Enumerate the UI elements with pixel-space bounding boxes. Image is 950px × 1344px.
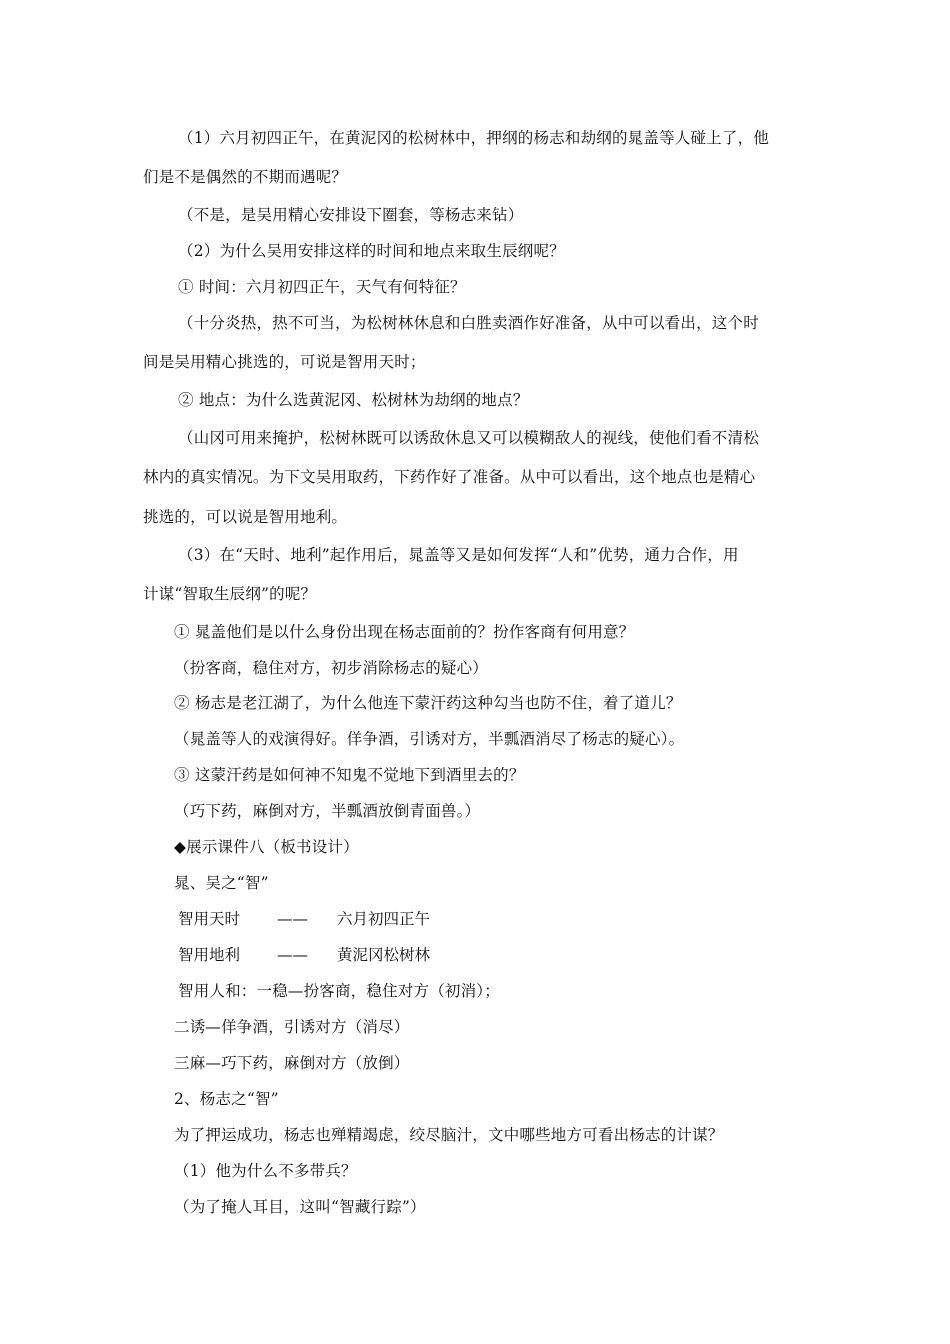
section-2-answer-1: （为了掩人耳目，这叫“智藏行踪”） (174, 1198, 426, 1216)
paragraph-q1-line2: 们是不是偶然的不期而遇呢？ (143, 168, 348, 186)
board-row-2-label: 智用地利 (178, 946, 241, 964)
paragraph-time-question: ① 时间：六月初四正午，天气有何特征？ (178, 278, 466, 296)
board-row-5: 三麻—巧下药，麻倒对方（放倒） (174, 1054, 410, 1072)
paragraph-answer-1: （不是，是吴用精心安排设下圈套，等杨志来钻） (178, 206, 524, 224)
section-2-question-1: （1）他为什么不多带兵？ (174, 1162, 357, 1180)
board-row-2-value: 黄泥冈松树林 (337, 946, 431, 964)
paragraph-drug-answer: （晁盖等人的戏演得好。佯争酒，引诱对方，半瓢酒消尽了杨志的疑心）。 (174, 730, 685, 748)
board-title: 晁、吴之“智” (174, 874, 269, 892)
board-row-1-value: 六月初四正午 (337, 910, 431, 928)
paragraph-identity-question: ① 晁盖他们是以什么身份出现在杨志面前的？扮作客商有何用意？ (174, 623, 635, 641)
paragraph-time-answer-line1: （十分炎热，热不可当，为松树林休息和白胜卖酒作好准备，从中可以看出，这个时 (178, 314, 759, 332)
board-row-1-dash: —— (277, 910, 308, 928)
paragraph-drug-question: ② 杨志是老江湖了，为什么他连下蒙汗药这种勾当也防不住，着了道儿？ (174, 694, 682, 712)
paragraph-identity-answer: （扮客商，稳住对方，初步消除杨志的疑心） (174, 659, 489, 677)
paragraph-wine-answer: （巧下药，麻倒对方，半瓢酒放倒青面兽。） (174, 802, 481, 820)
paragraph-wine-question: ③ 这蒙汗药是如何神不知鬼不觉地下到酒里去的？ (174, 766, 525, 784)
board-row-4: 二诱—佯争酒，引诱对方（消尽） (174, 1018, 410, 1036)
board-row-2-dash: —— (277, 946, 308, 964)
paragraph-time-answer-line2: 间是吴用精心挑选的，可说是智用天时； (143, 353, 426, 371)
paragraph-place-answer-line3: 挑选的，可以说是智用地利。 (143, 508, 348, 526)
paragraph-place-answer-line1: （山冈可用来掩护，松树林既可以诱敌休息又可以模糊敌人的视线，使他们看不清松 (178, 429, 759, 447)
paragraph-place-question: ② 地点：为什么选黄泥冈、松树林为劫纲的地点？ (178, 391, 529, 409)
paragraph-courseware-heading: ◆展示课件八（板书设计） (174, 838, 359, 856)
section-2-heading: 2、杨志之“智” (174, 1090, 279, 1108)
board-row-1-label: 智用天时 (178, 910, 241, 928)
paragraph-q3-line2: 计谋“智取生辰纲”的呢？ (143, 585, 317, 603)
section-2-intro: 为了押运成功，杨志也殚精竭虑，绞尽脑汁，文中哪些地方可看出杨志的计谋？ (174, 1126, 724, 1144)
board-row-3: 智用人和：一稳—扮客商，稳住对方（初消）； (178, 982, 500, 1000)
paragraph-q1-line1: （1）六月初四正午，在黄泥冈的松树林中，押纲的杨志和劫纲的晁盖等人碰上了，他 (178, 129, 769, 147)
paragraph-place-answer-line2: 林内的真实情况。为下文吴用取药，下药作好了准备。从中可以看出，这个地点也是精心 (143, 468, 756, 486)
paragraph-q2: （2）为什么吴用安排这样的时间和地点来取生辰纲呢？ (178, 242, 565, 260)
paragraph-q3-line1: （3）在“天时、地利”起作用后，晁盖等又是如何发挥“人和”优势，通力合作，用 (178, 546, 739, 564)
